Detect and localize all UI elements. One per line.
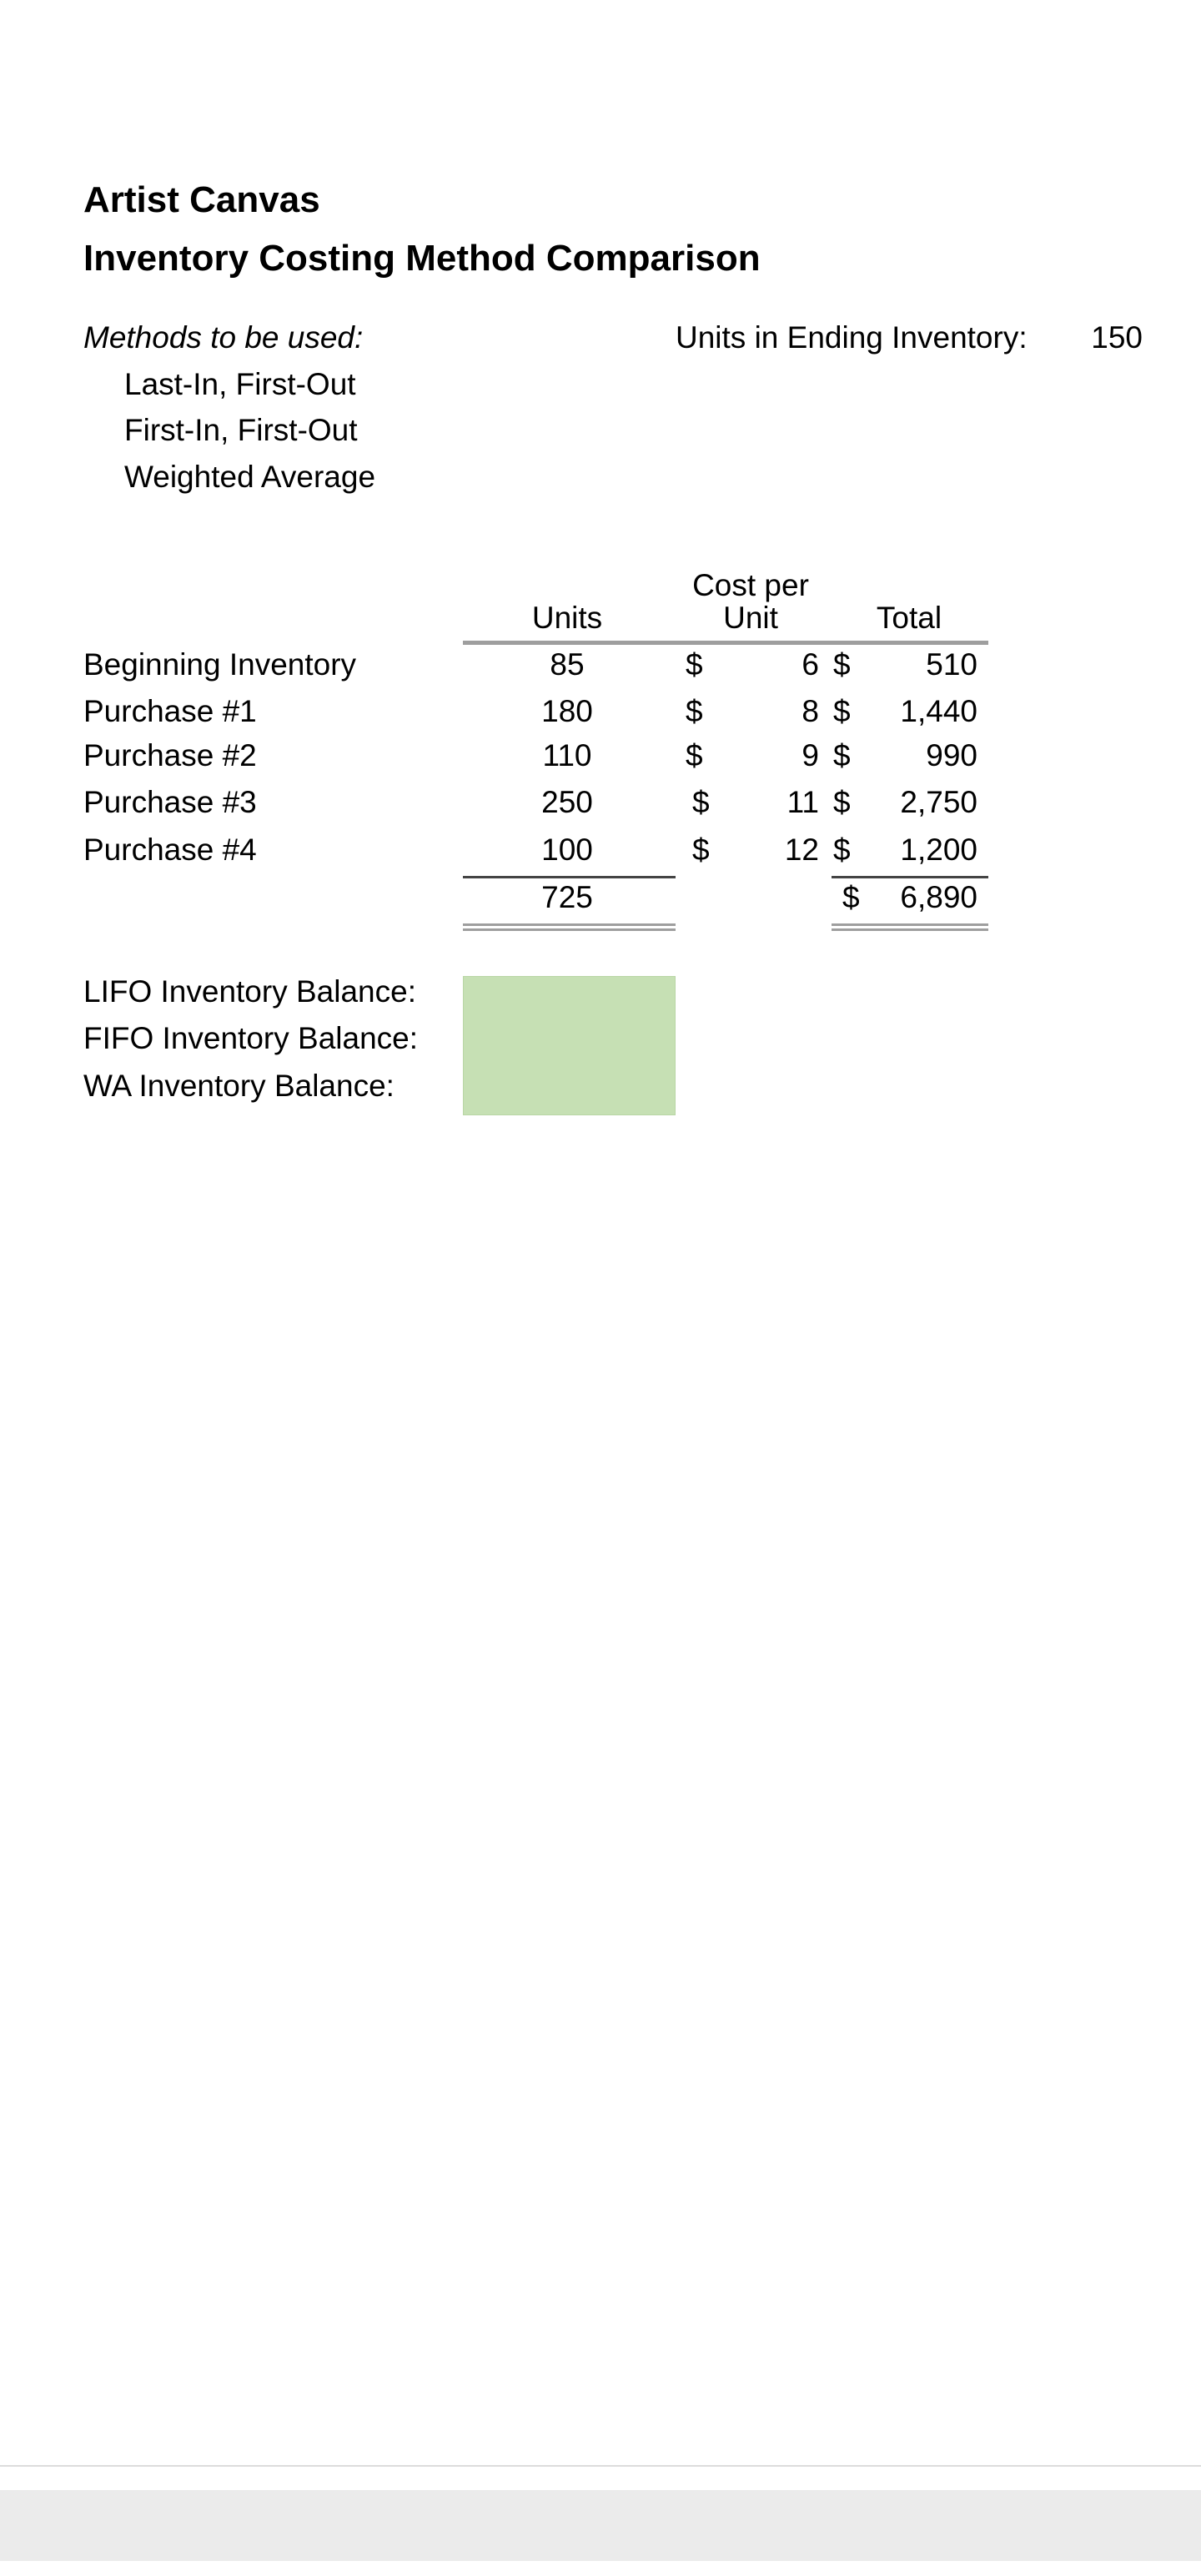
ending-inventory-label: Units in Ending Inventory: — [676, 320, 1028, 355]
total-double-rule-bottom — [832, 928, 988, 931]
row-dollar-sign: $ — [833, 738, 851, 772]
row-dollar-sign: $ — [686, 694, 703, 728]
row-cost[interactable]: 12 — [784, 833, 819, 867]
row-dollar-sign: $ — [686, 738, 703, 772]
row-label: Purchase #4 — [83, 833, 257, 867]
ending-inventory-value[interactable]: 150 — [1091, 320, 1143, 355]
row-dollar-sign: $ — [833, 785, 851, 819]
header-total: Total — [876, 601, 942, 635]
total-subtotal-rule — [832, 876, 988, 878]
row-total: 1,440 — [900, 694, 977, 728]
row-label: Purchase #1 — [83, 694, 257, 728]
method-fifo: First-In, First-Out — [124, 413, 358, 447]
row-dollar-sign: $ — [833, 833, 851, 867]
method-weighted-average: Weighted Average — [124, 460, 376, 494]
units-subtotal-rule — [463, 876, 676, 878]
row-dollar-sign: $ — [833, 694, 851, 728]
sheet-title: Inventory Costing Method Comparison — [83, 238, 761, 279]
row-cost[interactable]: 6 — [802, 647, 819, 682]
row-cost[interactable]: 11 — [786, 785, 819, 819]
method-lifo: Last-In, First-Out — [124, 367, 356, 401]
row-label: Beginning Inventory — [83, 647, 357, 682]
row-dollar-sign: $ — [686, 647, 703, 682]
row-units[interactable]: 250 — [541, 785, 593, 819]
grand-total: 6,890 — [900, 880, 977, 914]
row-total: 510 — [926, 647, 977, 682]
balance-input-area[interactable] — [463, 976, 676, 1115]
total-dollar-sign: $ — [842, 880, 860, 914]
company-title: Artist Canvas — [83, 179, 320, 220]
row-units[interactable]: 85 — [550, 647, 585, 682]
lifo-balance-label: LIFO Inventory Balance: — [83, 974, 416, 1009]
row-dollar-sign: $ — [833, 647, 851, 682]
units-double-rule-bottom — [463, 928, 676, 931]
row-dollar-sign: $ — [692, 785, 710, 819]
header-units: Units — [531, 601, 603, 635]
row-total: 2,750 — [900, 785, 977, 819]
total-double-rule-top — [832, 923, 988, 926]
row-label: Purchase #3 — [83, 785, 257, 819]
units-double-rule-top — [463, 923, 676, 926]
row-units[interactable]: 100 — [541, 833, 593, 867]
row-label: Purchase #2 — [83, 738, 257, 772]
fifo-balance-label: FIFO Inventory Balance: — [83, 1021, 419, 1055]
header-cost-line1: Cost per — [692, 568, 809, 602]
bottom-toolbar — [0, 2490, 1201, 2561]
header-rule — [463, 641, 988, 645]
units-total: 725 — [541, 880, 593, 914]
row-dollar-sign: $ — [692, 833, 710, 867]
row-cost[interactable]: 9 — [802, 738, 819, 772]
wa-balance-label: WA Inventory Balance: — [83, 1069, 394, 1103]
row-cost[interactable]: 8 — [802, 694, 819, 728]
methods-heading: Methods to be used: — [83, 320, 364, 355]
row-total: 990 — [926, 738, 977, 772]
header-cost-line2: Unit — [723, 601, 778, 635]
row-units[interactable]: 110 — [542, 738, 592, 772]
row-units[interactable]: 180 — [541, 694, 593, 728]
row-total: 1,200 — [900, 833, 977, 867]
footer-divider — [0, 2465, 1201, 2467]
